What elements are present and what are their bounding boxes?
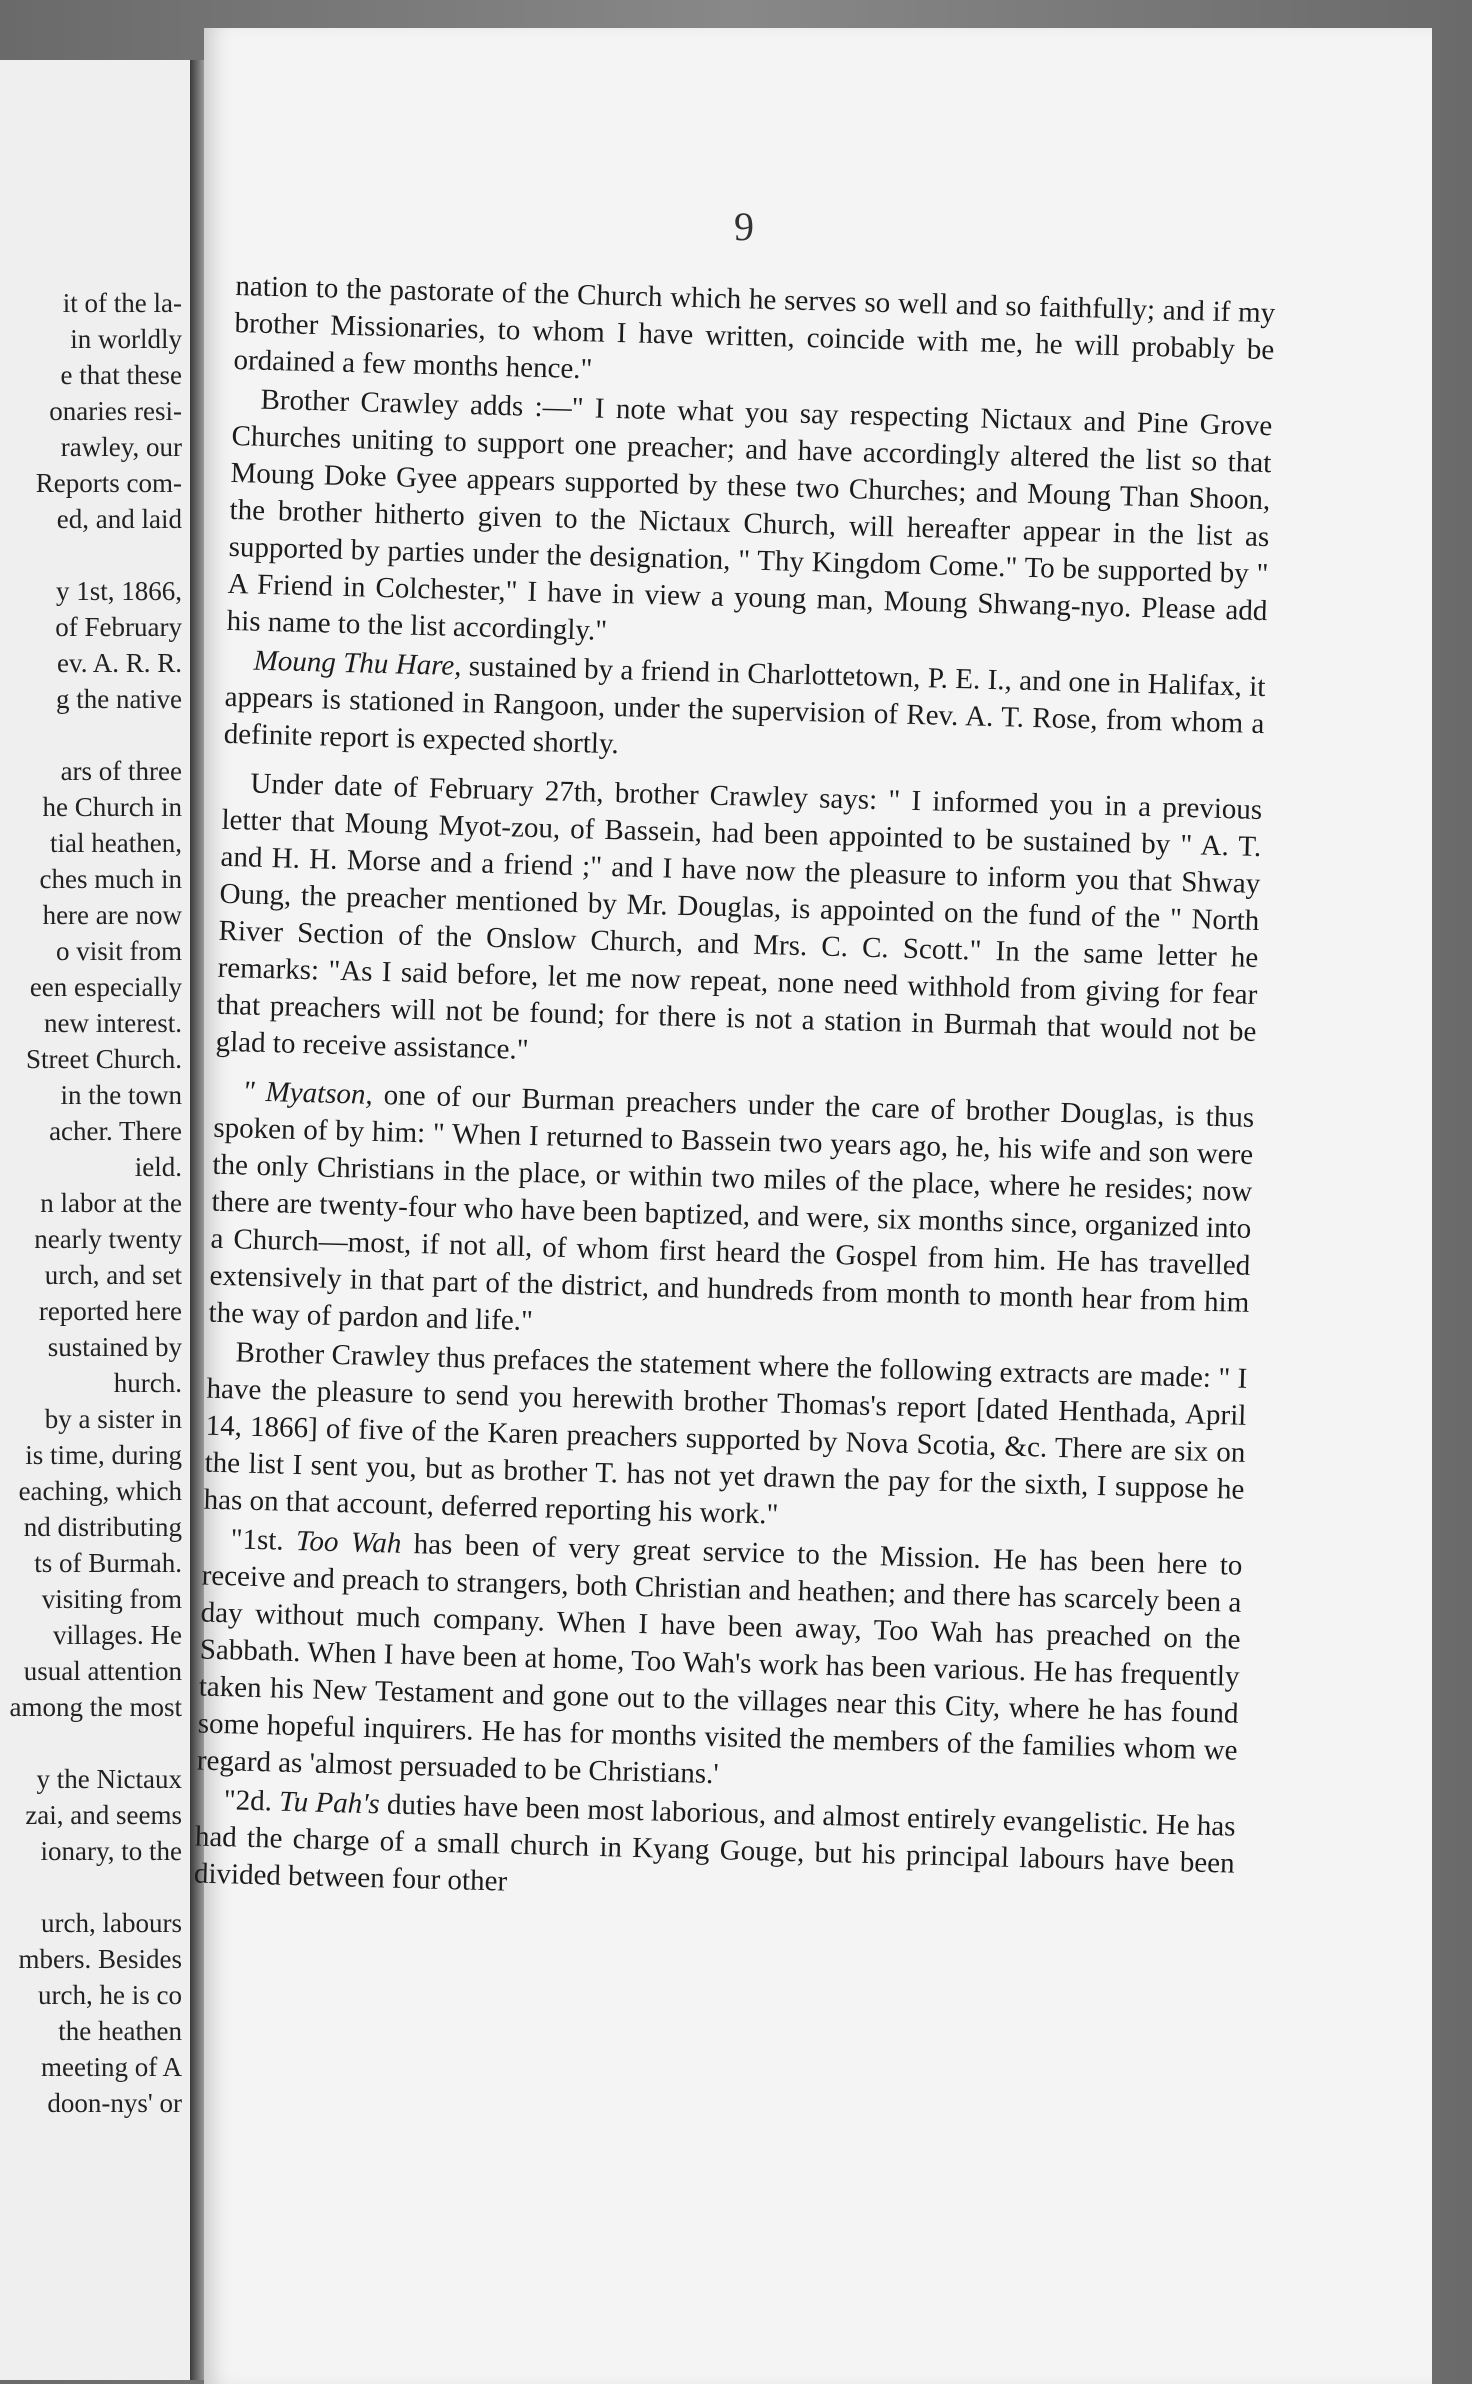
paragraph-lead-name: Tu Pah's xyxy=(278,1785,381,1821)
left-page-line: it of the la- xyxy=(62,288,182,318)
paragraph-prefix: "2d. xyxy=(223,1784,280,1818)
left-page-line: een especially xyxy=(29,972,182,1002)
left-page-line: villages. He xyxy=(53,1620,182,1650)
paragraph xyxy=(208,1073,1254,1359)
paragraph-text: Brother Crawley adds :—" I note what you say respecting Nictaux and Pine Grove Churches uniting to support one preacher; and have accordingly altered the list so that Moung Doke Gyee appears supported by these two Churches; and Moung Than Shoon, the brother hitherto given to the Nictaux Church, will hereafter appear in the list as supported by parties under the designation, " Thy Kingdom Come." To be supported by " A Friend in Colchester," I have in view a young man, Moung Shwang-nyo. Please add his name to the list accordingly." xyxy=(226,383,1273,647)
left-page-line: in worldly xyxy=(70,324,182,354)
left-page-line: y the Nictaux xyxy=(36,1764,182,1794)
paragraph-text: Under date of February 27th, brother Crawley says: " I informed you in a previous letter that Moung Myot-zou, of Bassein, had been appointed to be sustained by " A. T. and H. H. Morse and a friend ;" and I have now the pleasure to inform you that Shway Oung, the preacher mentioned by Mr. Douglas, is appointed on the fund of the " North River Section of the Onslow Church, and Mrs. C. C. Scott." In the same letter he remarks: "As I said before, let me now repeat, none need withhold from giving for fear that preachers will not be found; for there is not a station in Burmah that would not be glad to receive assistance." xyxy=(215,767,1263,1066)
left-page-line: of February xyxy=(55,612,182,642)
page-number: 9 xyxy=(734,204,754,249)
left-page-line: doon-nys' or xyxy=(47,2088,182,2118)
paragraph xyxy=(196,1521,1242,1807)
book-gutter xyxy=(190,60,204,2380)
left-page-line: ches much in xyxy=(39,864,182,894)
left-page-line: here are now xyxy=(42,900,182,930)
left-page-line: among the most xyxy=(9,1692,182,1722)
left-page-line: Street Church. xyxy=(26,1044,182,1074)
left-page-line xyxy=(0,1869,182,1905)
left-page-line: y 1st, 1866, xyxy=(55,576,182,606)
page-body-text xyxy=(193,268,1275,1920)
paragraph-text: has been of very great service to the Mission. He has been here to receive and preach to strangers, both Christian and heathen; and there has scarcely been a day without much company. When I have been away, Too Wah has preached on the Sabbath. When I have been at home, Too Wah's work has been various. He has frequently taken his New Testament and gone out to the villages near this City, where he has found some hopeful inquirers. He has for months visited the members of the families whom we regard as 'almost persuaded to be Christians.' xyxy=(196,1527,1243,1791)
left-page-line: ars of three xyxy=(60,756,182,786)
left-page-line: zai, and seems xyxy=(25,1800,182,1830)
left-page-line: tial heathen, xyxy=(50,828,182,858)
left-page-line xyxy=(0,1725,182,1761)
left-page-line: meeting of A xyxy=(41,2052,182,2082)
left-page-line: Reports com- xyxy=(35,468,182,498)
left-page-line: the heathen xyxy=(58,2016,182,2046)
left-page-line: n labor at the xyxy=(40,1188,182,1218)
left-page-line: o visit from xyxy=(56,936,182,966)
left-page-line: ield. xyxy=(134,1152,182,1182)
left-page-line: visiting from xyxy=(41,1584,182,1614)
left-page-line xyxy=(0,537,182,573)
left-page-line: onaries resi- xyxy=(49,396,182,426)
left-page-line: reported here xyxy=(38,1296,182,1326)
paragraph-text: nation to the pastorate of the Church which he serves so well and so faithfully; and if my brother Missionaries, to whom I have written, coincide with me, he will probably be ordained a few months hence." xyxy=(233,269,1276,386)
left-page-line: new interest. xyxy=(44,1008,182,1038)
left-page-line: in the town xyxy=(60,1080,182,1110)
left-page-line: ts of Burmah. xyxy=(34,1548,182,1578)
left-page-line: mbers. Besides xyxy=(18,1944,182,1974)
left-page-line: ed, and laid xyxy=(56,504,182,534)
left-page-line: usual attention xyxy=(23,1656,182,1686)
paragraph xyxy=(203,1334,1247,1546)
left-page-line: sustained by xyxy=(47,1332,182,1362)
paragraph-prefix: "1st. xyxy=(230,1523,297,1558)
paragraph-text: Brother Crawley thus prefaces the statement where the following extracts are made: " I have the pleasure to send you herewith brother Thomas's report [dated Henthada, April 14, 1866] of five of the Karen preachers supported by Nova Scotia, &c. There are six on the list I sent you, but as brother T. has not yet drawn the pay for the sixth, I suppose he has on that account, deferred reporting his work." xyxy=(203,1336,1248,1531)
left-page-text-column xyxy=(0,285,182,2121)
left-page-line: hurch. xyxy=(113,1368,182,1398)
left-page-line xyxy=(0,717,182,753)
paragraph-text: duties have been most laborious, and almost entirely evangelistic. He has had the charge of a small church in Kyang Gouge, but his principal labours have been divided between four other xyxy=(193,1788,1236,1898)
paragraph xyxy=(215,765,1262,1088)
right-page xyxy=(193,28,1432,2384)
left-page-line: urch, labours xyxy=(41,1908,182,1938)
left-page-line: is time, during xyxy=(25,1440,182,1470)
paragraph-text: sustained by a friend in Charlottetown, P. E. I., and one in Halifax, it appears is stationed in Rangoon, under the supervision of Rev. A. T. Rose, from whom a definite report is expected shortly. xyxy=(223,650,1266,761)
left-page-line: nd distributing xyxy=(23,1512,182,1542)
left-page-line: rawley, our xyxy=(60,432,182,462)
paragraph-lead-name: Too Wah xyxy=(295,1525,402,1560)
left-page-line: he Church in xyxy=(42,792,182,822)
left-page-line: ev. A. R. R. xyxy=(56,648,182,678)
left-page-line: ionary, to the xyxy=(40,1836,182,1866)
left-page-fragment xyxy=(0,60,190,2380)
left-page-line: by a sister in xyxy=(44,1404,182,1434)
left-page-line: g the native xyxy=(56,684,182,714)
paragraph-lead-name: " Myatson, xyxy=(242,1075,374,1111)
left-page-line: acher. There xyxy=(49,1116,182,1146)
left-page-line: e that these xyxy=(60,360,182,390)
left-page-line: eaching, which xyxy=(18,1476,182,1506)
paragraph-lead-name: Moung Thu Hare, xyxy=(253,644,462,683)
left-page-line: urch, he is co xyxy=(38,1980,182,2010)
left-page-line: nearly twenty xyxy=(34,1224,182,1254)
paragraph-text: one of our Burman preachers under the care of brother Douglas, is thus spoken of by him: " When I returned to Bassein two years ago, he, his wife and son were the only Christians in the place, or within two miles of the place, where he resides; now there are twenty-four who have been baptized, and were, six months since, organized into a Church—most, if not all, of whom first heard the Gospel from him. He has travelled extensively in that part of the district, and hundreds from month to month hear from him the way of pardon and life." xyxy=(208,1078,1255,1338)
paragraph xyxy=(226,381,1272,667)
left-page-line: urch, and set xyxy=(44,1260,182,1290)
